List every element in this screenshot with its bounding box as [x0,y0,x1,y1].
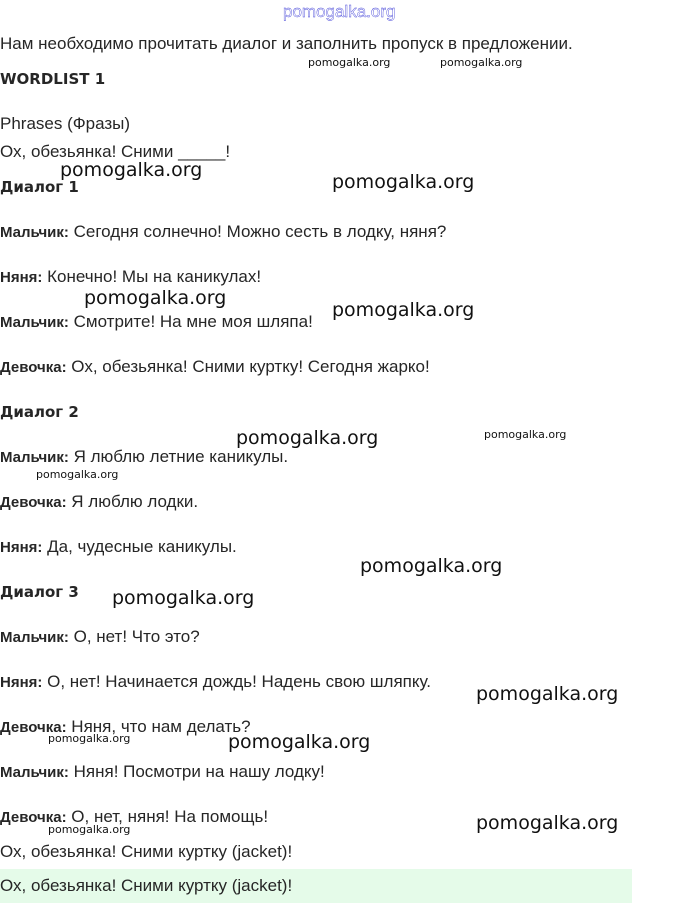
watermark: pomogalka.org [308,56,391,69]
dialog-line [0,807,268,828]
speaker: Девочка: [0,359,67,376]
watermark: pomogalka.org [332,171,475,193]
speaker: Девочка: [0,494,67,511]
site-header-link[interactable]: pomogalka.org [283,2,396,21]
watermark: pomogalka.org [360,555,503,577]
dialog-title-3: Диалог 3 [0,583,79,601]
speaker: Няня: [0,269,43,286]
watermark: pomogalka.org [48,823,131,836]
dialog-line [0,627,200,648]
dialog-title-1: Диалог 1 [0,178,79,196]
line-text: О, нет! Что это? [68,627,200,646]
speaker: Мальчик: [0,314,69,331]
watermark: pomogalka.org [484,428,567,441]
watermark: pomogalka.org [48,732,131,745]
watermark: pomogalka.org [476,812,619,834]
task-text: Нам необходимо прочитать диалог и заполнить пропуск в предложении. [0,34,573,53]
line-text: Я люблю лодки. [66,492,199,511]
line-text: Да, чудесные каникулы. [42,537,237,556]
watermark: pomogalka.org [60,159,203,181]
watermark: pomogalka.org [36,468,119,481]
line-text: О, нет, няня! На помощь! [66,807,269,826]
speaker: Няня: [0,674,43,691]
line-text: Няня! Посмотри на нашу лодку! [68,762,325,781]
watermark: pomogalka.org [228,731,371,753]
wordlist-title: WORDLIST 1 [0,70,106,88]
speaker: Мальчик: [0,224,69,241]
watermark: pomogalka.org [112,587,255,609]
watermark: pomogalka.org [476,683,619,705]
phrases-title: Phrases (Фразы) [0,114,131,133]
dialog-line [0,222,446,243]
line-text: Я люблю летние каникулы. [68,447,289,466]
speaker: Няня: [0,539,43,556]
watermark: pomogalka.org [84,287,227,309]
speaker: Девочка: [0,719,67,736]
phrase-with-gap: Ох, обезьянка! Сними _____! [0,142,231,161]
watermark: pomogalka.org [236,427,379,449]
dialog-line [0,492,198,513]
dialog-line [0,537,237,558]
speaker: Мальчик: [0,764,69,781]
answer-line: Ох, обезьянка! Сними куртку (jacket)! [0,842,293,861]
speaker: Девочка: [0,809,67,826]
speaker: Мальчик: [0,629,69,646]
line-text: Няня, что нам делать? [66,717,251,736]
line-text: Ох, обезьянка! Сними куртку! Сегодня жарко! [66,357,430,376]
dialog-line [0,267,261,288]
line-text: Конечно! Мы на каникулах! [42,267,262,286]
watermark: pomogalka.org [440,56,523,69]
dialog-line [0,762,325,783]
dialog-line [0,672,431,693]
speaker: Мальчик: [0,449,69,466]
watermark: pomogalka.org [332,299,475,321]
line-text: О, нет! Начинается дождь! Надень свою шляпку. [42,672,432,691]
line-text: Сегодня солнечно! Можно сесть в лодку, няня? [68,222,447,241]
dialog-line [0,447,288,468]
dialog-line [0,312,313,333]
line-text: Смотрите! На мне моя шляпа! [68,312,313,331]
dialog-title-2: Диалог 2 [0,403,79,421]
dialog-line [0,357,430,378]
answer-highlight-text: Ох, обезьянка! Сними куртку (jacket)! [0,876,293,895]
